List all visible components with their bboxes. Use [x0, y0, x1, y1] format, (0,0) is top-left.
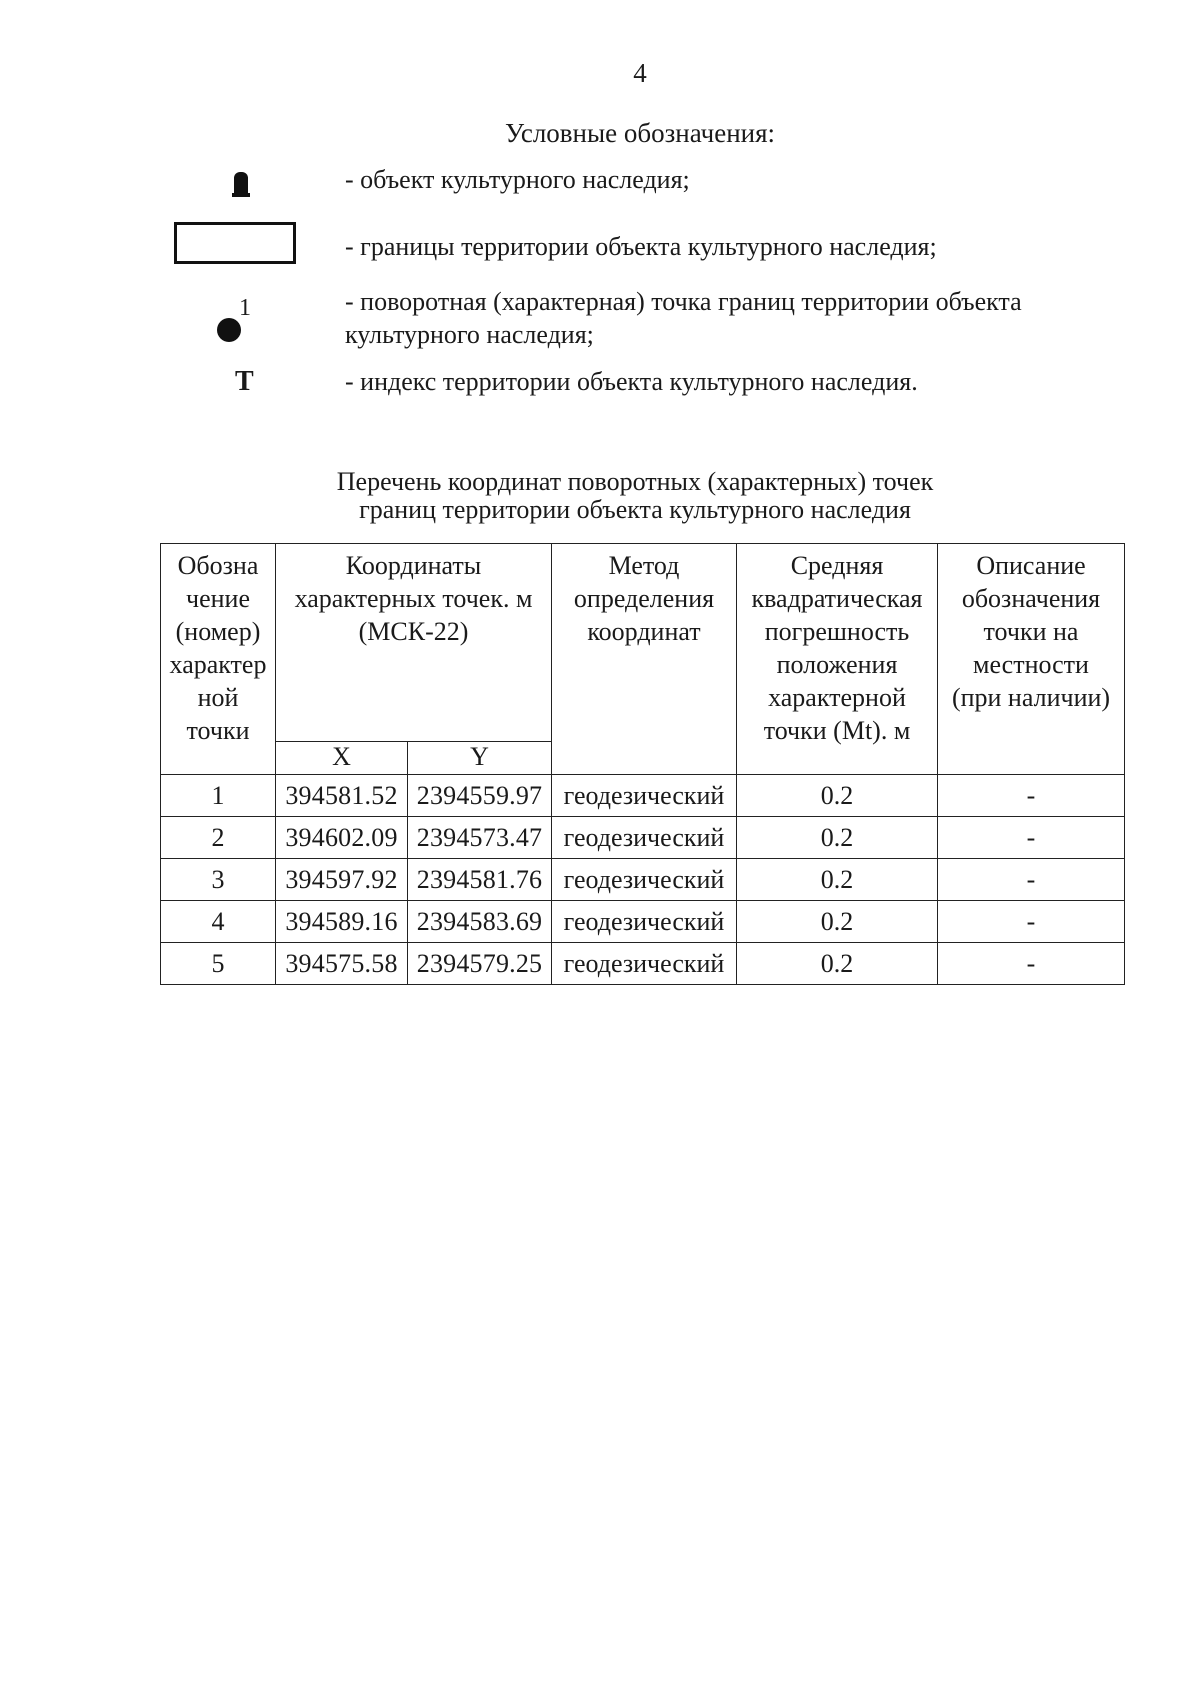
cell-x: 394581.52	[276, 775, 408, 817]
legend-item-text: - поворотная (характерная) точка границ территории объекта культурного наследия;	[345, 287, 1022, 349]
cell-error: 0.2	[737, 775, 938, 817]
cell-y: 2394583.69	[408, 901, 552, 943]
table-title-line: Перечень координат поворотных (характерных) точек	[336, 467, 934, 496]
header-method: Метод определения координат	[552, 544, 737, 775]
table-row	[161, 817, 1125, 859]
point-number-label: 1	[239, 295, 251, 321]
cell-description: -	[938, 859, 1125, 901]
table-row	[161, 859, 1125, 901]
legend-item-text: - границы территории объекта культурного наследия;	[345, 232, 937, 261]
legend-title: Условные обозначения:	[504, 118, 776, 148]
table-row	[161, 901, 1125, 943]
table-row	[161, 943, 1125, 985]
cell-y: 2394579.25	[408, 943, 552, 985]
cell-description: -	[938, 943, 1125, 985]
cell-method: геодезический	[552, 859, 737, 901]
cell-error: 0.2	[737, 817, 938, 859]
cell-point-number: 5	[161, 943, 276, 985]
cell-point-number: 4	[161, 901, 276, 943]
coordinates-table	[160, 543, 1125, 985]
cell-x: 394597.92	[276, 859, 408, 901]
cell-y: 2394573.47	[408, 817, 552, 859]
cell-description: -	[938, 901, 1125, 943]
header-y: Y	[408, 742, 552, 775]
cell-y: 2394559.97	[408, 775, 552, 817]
legend-item-text: - индекс территории объекта культурного наследия.	[345, 367, 918, 396]
cell-point-number: 1	[161, 775, 276, 817]
cell-description: -	[938, 775, 1125, 817]
index-letter-icon: Т	[235, 366, 254, 397]
cell-point-number: 2	[161, 817, 276, 859]
table-body	[161, 775, 1125, 985]
cell-error: 0.2	[737, 901, 938, 943]
header-coords: Координаты характерных точек. м (МСК-22)	[276, 544, 552, 742]
table-title	[0, 468, 1200, 524]
cell-method: геодезический	[552, 901, 737, 943]
header-description: Описание обозначения точки на местности (при наличии)	[938, 544, 1125, 775]
cell-method: геодезический	[552, 817, 737, 859]
table-title-line: границ территории объекта культурного наследия	[359, 495, 911, 524]
header-error: Средняя квадратическая погрешность положения характерной точки (Mt). м	[737, 544, 938, 775]
page-number: 4	[633, 58, 647, 88]
cell-error: 0.2	[737, 943, 938, 985]
cell-x: 394602.09	[276, 817, 408, 859]
cell-error: 0.2	[737, 859, 938, 901]
legend-item-text: - объект культурного наследия;	[345, 165, 690, 194]
cell-method: геодезический	[552, 943, 737, 985]
cell-x: 394589.16	[276, 901, 408, 943]
cell-description: -	[938, 817, 1125, 859]
cell-point-number: 3	[161, 859, 276, 901]
point-icon	[217, 318, 241, 342]
monument-icon	[234, 172, 248, 194]
table-row	[161, 775, 1125, 817]
header-point: Обозна чение (номер) характер ной точки	[161, 544, 276, 775]
cell-method: геодезический	[552, 775, 737, 817]
cell-x: 394575.58	[276, 943, 408, 985]
cell-y: 2394581.76	[408, 859, 552, 901]
header-x: X	[276, 742, 408, 775]
boundary-rectangle-icon	[174, 222, 296, 264]
